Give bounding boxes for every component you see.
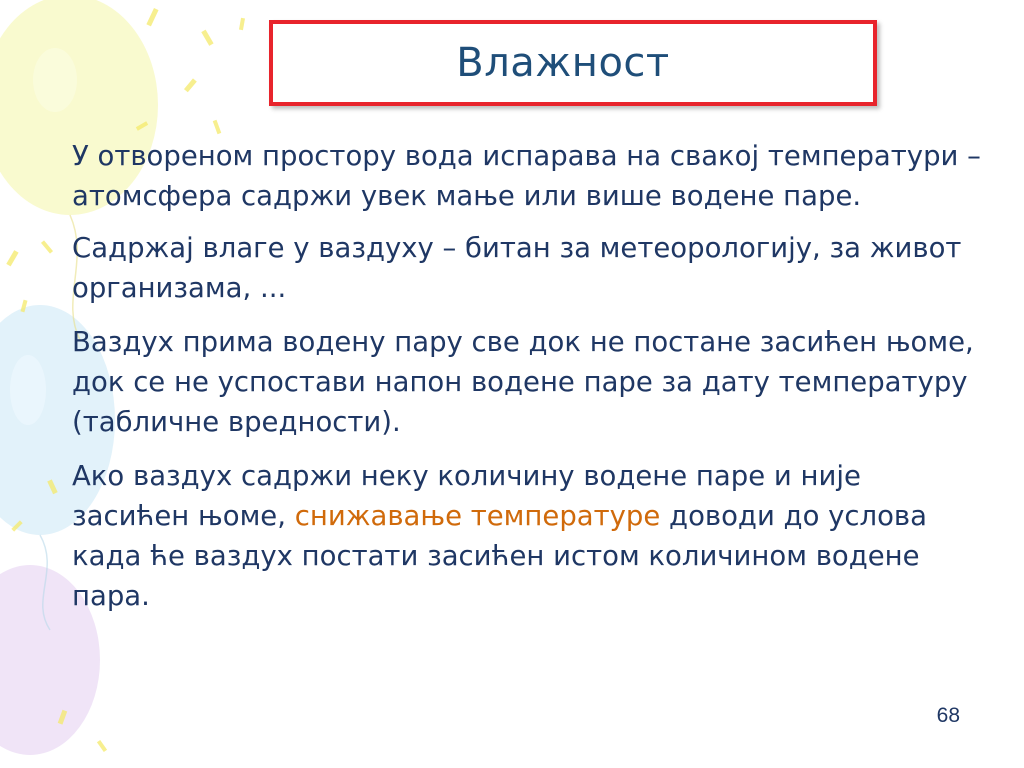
paragraph-4-before: Ако ваздух садржи неку количину водене паре и није засићен њоме, <box>72 460 861 532</box>
paragraph-evaporation: У отвореном простору вода испарава на свакој температури – атомсфера садржи увек мање или више водене паре. <box>72 140 981 212</box>
highlighted-phrase: снижавање температуре <box>294 500 661 532</box>
paragraph-4-after: доводи до услова када ће ваздух постати засићен истом количином водене пара. <box>72 500 927 612</box>
slide-title: Влажност <box>456 40 670 86</box>
paragraph-moisture-content: Садржај влаге у ваздуху – битан за метеорологију, за живот организама, ... <box>72 232 962 304</box>
title-box <box>269 20 877 106</box>
paragraph-saturation: Ваздух прима водену пару све док не постане засићен њоме, док се не успостави напон водене паре за дату температуру (табличне вредности). <box>72 326 974 438</box>
paragraph-temperature-lowering <box>72 456 982 616</box>
slide-body <box>72 136 982 628</box>
page-number: 68 <box>936 704 960 727</box>
